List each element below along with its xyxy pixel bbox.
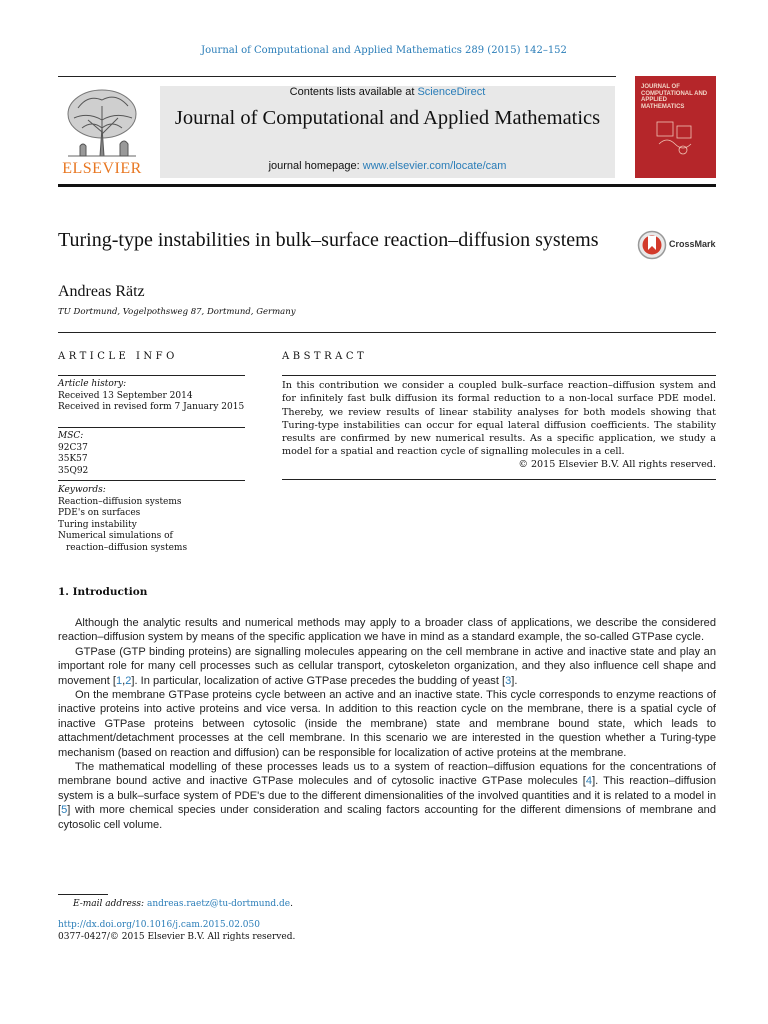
article-info-rule xyxy=(58,375,245,376)
msc-label: MSC: xyxy=(58,431,84,441)
sciencedirect-link[interactable]: ScienceDirect xyxy=(417,86,486,98)
reference-link[interactable]: 3 xyxy=(505,674,512,687)
doi-link[interactable]: http://dx.doi.org/10.1016/j.cam.2015.02.050 xyxy=(58,920,260,930)
email-footnote xyxy=(58,899,293,909)
homepage-prefix: journal homepage: xyxy=(268,160,363,172)
article-info-rule xyxy=(58,427,245,428)
homepage-link[interactable]: www.elsevier.com/locate/cam xyxy=(362,160,507,172)
paragraph: Although the analytic results and numerical methods may apply to a broader class of applications, we describe the considered reaction–diffusion system by means of the specific application we have in mind as a standard example, the so-called GTPase cycle. xyxy=(58,617,716,644)
keyword: Numerical simulations of xyxy=(58,531,173,541)
cover-title: JOURNAL OF COMPUTATIONAL AND APPLIED MATHEMATICS xyxy=(641,84,708,110)
paragraph-text: The mathematical modelling of these processes leads us to a system of reaction–diffusion equations for the concentrations of membrane bound active and inactive GTPase molecules and of cytosolic inactive GTPase molecules [ xyxy=(58,761,716,788)
paragraph xyxy=(58,760,716,832)
reference-link[interactable]: 2 xyxy=(125,674,132,687)
reference-link[interactable]: 5 xyxy=(61,804,68,817)
msc-code: 35K57 xyxy=(58,454,88,464)
abstract-text: In this contribution we consider a coupled bulk–surface reaction–diffusion system and for infinitely fast bulk diffusion its formal reduction to a non-local surface PDE model. Thereby, we review results of linear stability analyses for both models showing that Turing-type instabilities can occur for equal lateral diffusion coefficients. The stability results are confirmed by new numerical results. As a specific application, we study a model for a spatial and reaction cycle of signalling molecules in a cell. xyxy=(282,380,716,458)
article-info-rule xyxy=(58,480,245,481)
author-rule xyxy=(58,332,716,333)
history-label: Article history: xyxy=(58,379,127,389)
keywords xyxy=(58,485,245,554)
introduction-heading: 1. Introduction xyxy=(58,586,148,598)
revised-date: Received in revised form 7 January 2015 xyxy=(58,402,245,412)
contents-prefix: Contents lists available at xyxy=(289,86,418,98)
article-info-heading: ARTICLE INFO xyxy=(58,351,178,362)
paragraph-text: ]. xyxy=(511,674,518,687)
email-link[interactable]: andreas.raetz@tu-dortmund.de xyxy=(146,899,291,909)
header-rule xyxy=(58,76,616,77)
author-name: Andreas Rätz xyxy=(58,283,145,300)
introduction-body xyxy=(58,616,716,832)
issn-copyright: 0377-0427/© 2015 Elsevier B.V. All rights reserved. xyxy=(58,932,296,942)
received-date: Received 13 September 2014 xyxy=(58,390,193,401)
email-end: . xyxy=(290,899,293,909)
abstract-rule xyxy=(282,375,716,376)
abstract-heading: ABSTRACT xyxy=(282,351,368,362)
journal-name: Journal of Computational and Applied Mathematics xyxy=(174,107,601,129)
keyword: PDE's on surfaces xyxy=(58,508,141,518)
paragraph-text: GTPase (GTP binding proteins) are signalling molecules appearing on the cell membrane in active and inactive state and play an important role for many cell processes such as cellular transport, cytoskeleton organization, and they also influence cell shape and movement [ xyxy=(58,645,716,687)
author-affiliation: TU Dortmund, Vogelpothsweg 87, Dortmund, Germany xyxy=(58,307,296,317)
crossmark-label[interactable]: CrossMark xyxy=(669,239,716,249)
paragraph-text: , xyxy=(122,674,126,687)
paragraph-text: ]. In particular, localization of active GTPase precedes the budding of yeast [ xyxy=(131,674,506,687)
email-label: E-mail address: xyxy=(73,899,145,909)
article-history xyxy=(58,379,245,414)
article-title: Turing-type instabilities in bulk–surface reaction–diffusion systems xyxy=(58,229,599,251)
msc-code: 92C37 xyxy=(58,442,88,453)
journal-cover-image xyxy=(635,76,716,178)
cover-graphic-icon xyxy=(653,118,699,158)
reference-link[interactable]: 1 xyxy=(115,674,123,687)
contents-line xyxy=(160,86,615,98)
keywords-label: Keywords: xyxy=(58,485,106,495)
footnote-rule xyxy=(58,894,108,895)
msc-codes xyxy=(58,431,245,477)
paragraph-text: ]. This reaction–diffusion system is a bulk–surface system of PDE's due to the different dimensionalities of the involved quantities and it is related to a model in [ xyxy=(58,775,716,817)
journal-citation[interactable]: Journal of Computational and Applied Mathematics 289 (2015) 142–152 xyxy=(201,45,567,56)
keyword: Turing instability xyxy=(58,519,137,530)
elsevier-wordmark: ELSEVIER xyxy=(62,160,142,177)
msc-code: 35Q92 xyxy=(58,465,89,476)
reference-link[interactable]: 4 xyxy=(585,775,593,788)
paragraph-text: ] with more chemical species under consideration and scaling factors accounting for the different dimensions of membrane and cytosolic cell volume. xyxy=(58,804,716,831)
abstract-bottom-rule xyxy=(282,479,716,480)
homepage-line xyxy=(160,160,615,172)
paragraph xyxy=(58,645,716,688)
keyword: Reaction–diffusion systems xyxy=(58,496,182,507)
keyword: reaction–diffusion systems xyxy=(66,542,188,553)
abstract-copyright: © 2015 Elsevier B.V. All rights reserved. xyxy=(518,459,716,470)
paragraph: On the membrane GTPase proteins cycle between an active and an inactive state. This cycle corresponds to enzyme reactions of inactive proteins into active proteins and vice versa. In addition to this reaction cycle on the membrane, there is a spatial cycle of inactive GTPase proteins between cytosolic (inside the membrane) state and membrane bound state, which leads to attachment/detachment processes at the cell membrane. In this scenario we are interested in the question whether a Turing-type mechanism (based on reaction and diffusion) can be responsible for localization of active proteins at the membrane. xyxy=(58,689,716,759)
header-thick-rule xyxy=(58,184,716,187)
